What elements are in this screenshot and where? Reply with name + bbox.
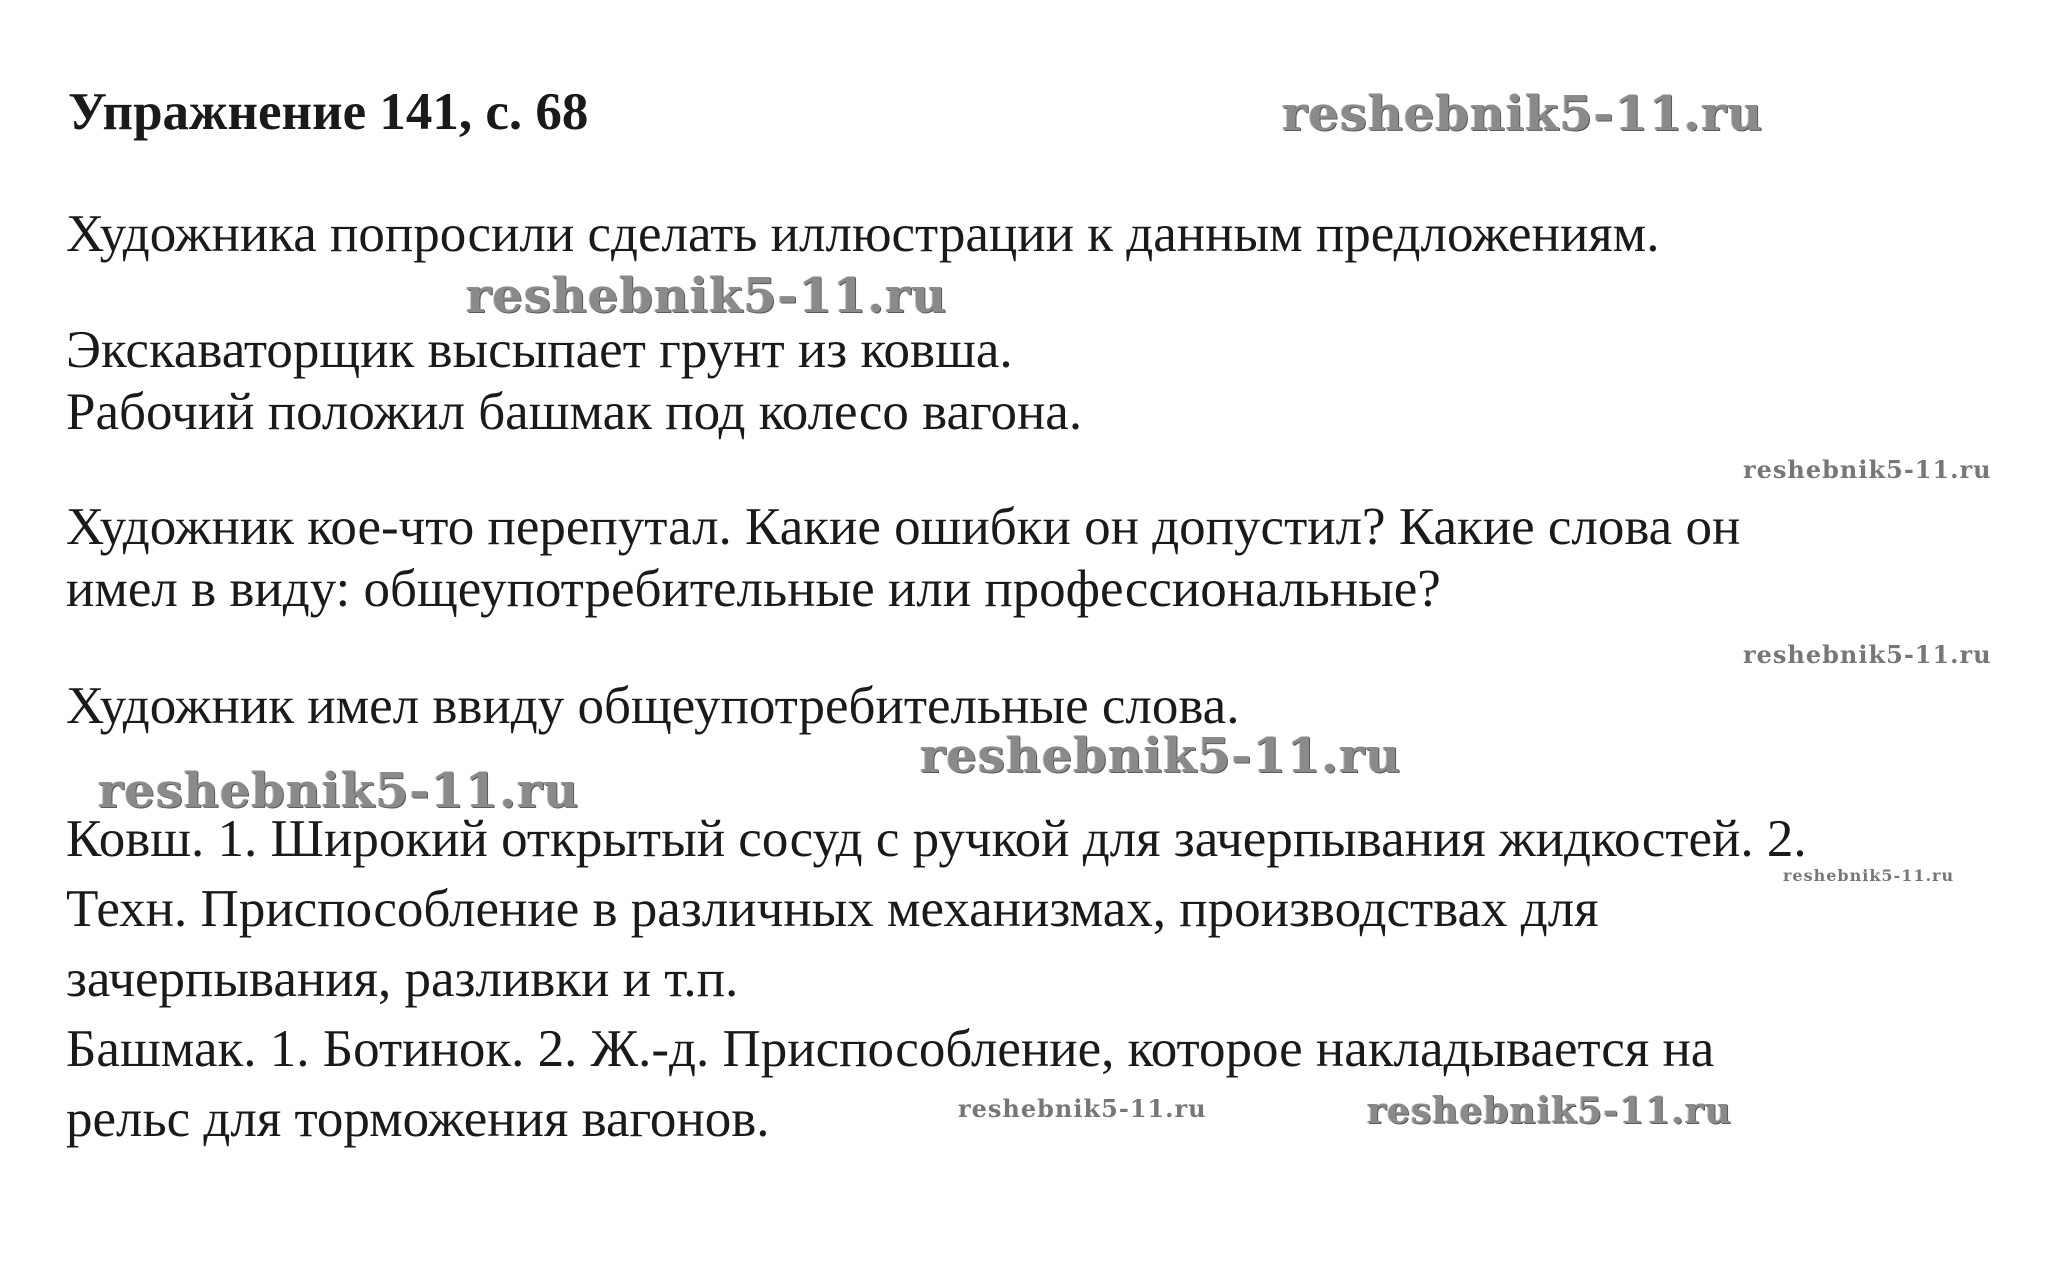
exercise-title: Упражнение 141, с. 68	[68, 83, 589, 141]
watermark: reshebnik5-11.ru	[1783, 866, 1955, 885]
definition-line-5: рельс для торможения вагонов.	[66, 1090, 770, 1148]
question-line-1: Художник кое-что перепутал. Какие ошибки он допустил? Какие слова он	[66, 498, 1741, 556]
watermark: reshebnik5-11.ru	[466, 268, 948, 324]
definition-line-3: зачерпывания, разливки и т.п.	[66, 950, 739, 1008]
watermark: reshebnik5-11.ru	[98, 763, 580, 819]
watermark: reshebnik5-11.ru	[1743, 640, 1992, 669]
question-line-2: имел в виду: общеупотребительные или профессиональные?	[66, 560, 1441, 618]
watermark: reshebnik5-11.ru	[958, 1094, 1207, 1123]
answer-line: Художник имел ввиду общеупотребительные слова.	[66, 677, 1240, 735]
watermark: reshebnik5-11.ru	[1367, 1090, 1732, 1132]
sentence-1: Экскаваторщик высыпает грунт из ковша.	[66, 321, 1013, 379]
definition-line-4: Башмак. 1. Ботинок. 2. Ж.-д. Приспособление, которое накладывается на	[66, 1020, 1715, 1078]
task-line: Художника попросили сделать иллюстрации к данным предложениям.	[66, 205, 1660, 263]
sentence-2: Рабочий положил башмак под колесо вагона.	[66, 383, 1083, 441]
watermark: reshebnik5-11.ru	[1282, 86, 1764, 142]
watermark: reshebnik5-11.ru	[920, 728, 1402, 784]
definition-line-1: Ковш. 1. Широкий открытый сосуд с ручкой для зачерпывания жидкостей. 2.	[66, 810, 1807, 868]
watermark: reshebnik5-11.ru	[1743, 455, 1992, 484]
definition-line-2: Техн. Приспособление в различных механизмах, производствах для	[66, 880, 1599, 938]
